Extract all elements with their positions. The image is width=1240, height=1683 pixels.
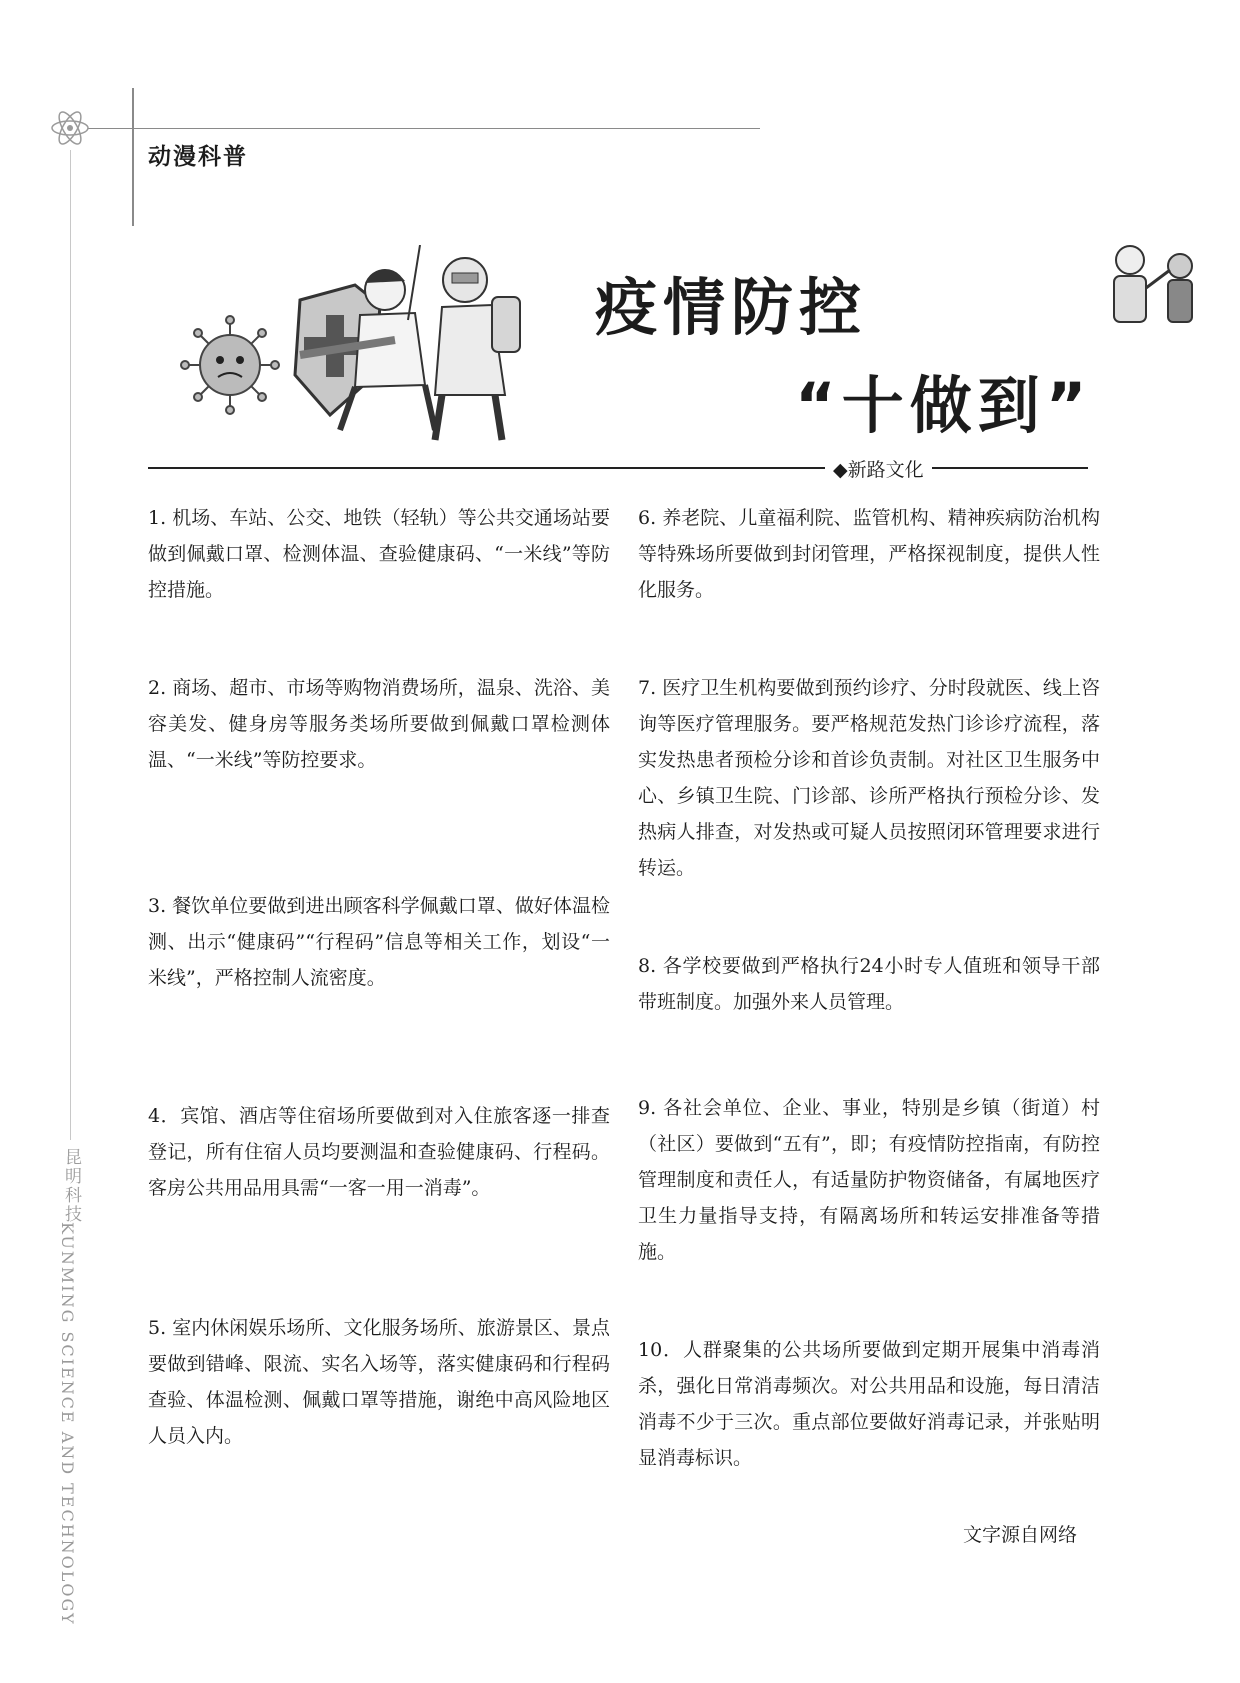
item-2-text: 2. 商场、超市、市场等购物消费场所，温泉、洗浴、美容美发、健身房等服务类场所要做到佩戴口罩检测体温、“一米线”等防控要求。: [148, 677, 610, 771]
item-6: [638, 500, 1100, 608]
item-1: [148, 500, 610, 608]
byline-rule: [148, 467, 1088, 469]
item-9: [638, 1090, 1100, 1270]
byline: ◆新路文化: [825, 455, 932, 482]
section-label: 动漫科普: [148, 143, 248, 170]
item-10-text: 10．人群聚集的公共场所要做到定期开展集中消毒消杀，强化日常消毒频次。对公共用品和设施，每日清洁消毒不少于三次。重点部位要做好消毒记录，并张贴明显消毒标识。: [638, 1339, 1100, 1469]
header-vertical-rule: [132, 88, 134, 226]
item-5: [148, 1310, 610, 1454]
item-5-text: 5. 室内休闲娱乐场所、文化服务场所、旅游景区、景点要做到错峰、限流、实名入场等，落实健康码和行程码查验、体温检测、佩戴口罩等措施，谢绝中高风险地区人员入内。: [148, 1317, 610, 1447]
margin-vertical-rule: [70, 150, 71, 1140]
source-credit: 文字源自网络: [963, 1524, 1078, 1546]
item-3: [148, 888, 610, 996]
item-4: [148, 1098, 610, 1206]
item-1-text: 1. 机场、车站、公交、地铁（轻轨）等公共交通场站要做到佩戴口罩、检测体温、查验健康码、“一米线”等防控措施。: [148, 507, 610, 601]
side-journal-name: 昆明科技: [61, 1148, 81, 1224]
item-4-text: 4．宾馆、酒店等住宿场所要做到对入住旅客逐一排查登记，所有住宿人员均要测温和查验健康码、行程码。客房公共用品用具需“一客一用一消毒”。: [148, 1105, 610, 1199]
item-8: [638, 948, 1100, 1020]
article-title-line2: “十做到”: [795, 369, 1093, 442]
item-8-text: 8. 各学校要做到严格执行24小时专人值班和领导干部带班制度。加强外来人员管理。: [638, 955, 1100, 1013]
item-9-text: 9. 各社会单位、企业、事业，特别是乡镇（街道）村（社区）要做到“五有”，即；有疫情防控指南，有防控管理制度和责任人，有适量防护物资储备，有属地医疗卫生力量指导支持，有隔离场所和转运安排准备等措施。: [638, 1097, 1100, 1263]
hero-illustration: [180, 245, 560, 450]
atom-ornament-icon: [48, 108, 92, 148]
item-3-text: 3. 餐饮单位要做到进出顾客科学佩戴口罩、做好体温检测、出示“健康码”“行程码”信息等相关工作，划设“一米线”，严格控制人流密度。: [148, 895, 610, 989]
side-journal-english: KUNMING SCIENCE AND TECHNOLOGY: [58, 1222, 77, 1626]
header-horizontal-rule: [88, 128, 760, 129]
temperature-check-illustration: [1090, 230, 1210, 340]
item-7: [638, 670, 1100, 886]
item-6-text: 6. 养老院、儿童福利院、监管机构、精神疾病防治机构等特殊场所要做到封闭管理，严格探视制度，提供人性化服务。: [638, 507, 1100, 601]
item-7-text: 7. 医疗卫生机构要做到预约诊疗、分时段就医、线上咨询等医疗管理服务。要严格规范发热门诊诊疗流程，落实发热患者预检分诊和首诊负责制。对社区卫生服务中心、乡镇卫生院、门诊部、诊所严格执行预检分诊、发热病人排查，对发热或可疑人员按照闭环管理要求进行转运。: [638, 677, 1100, 879]
item-2: [148, 670, 610, 778]
item-10: [638, 1332, 1100, 1476]
article-title-line1: 疫情防控: [595, 271, 868, 344]
